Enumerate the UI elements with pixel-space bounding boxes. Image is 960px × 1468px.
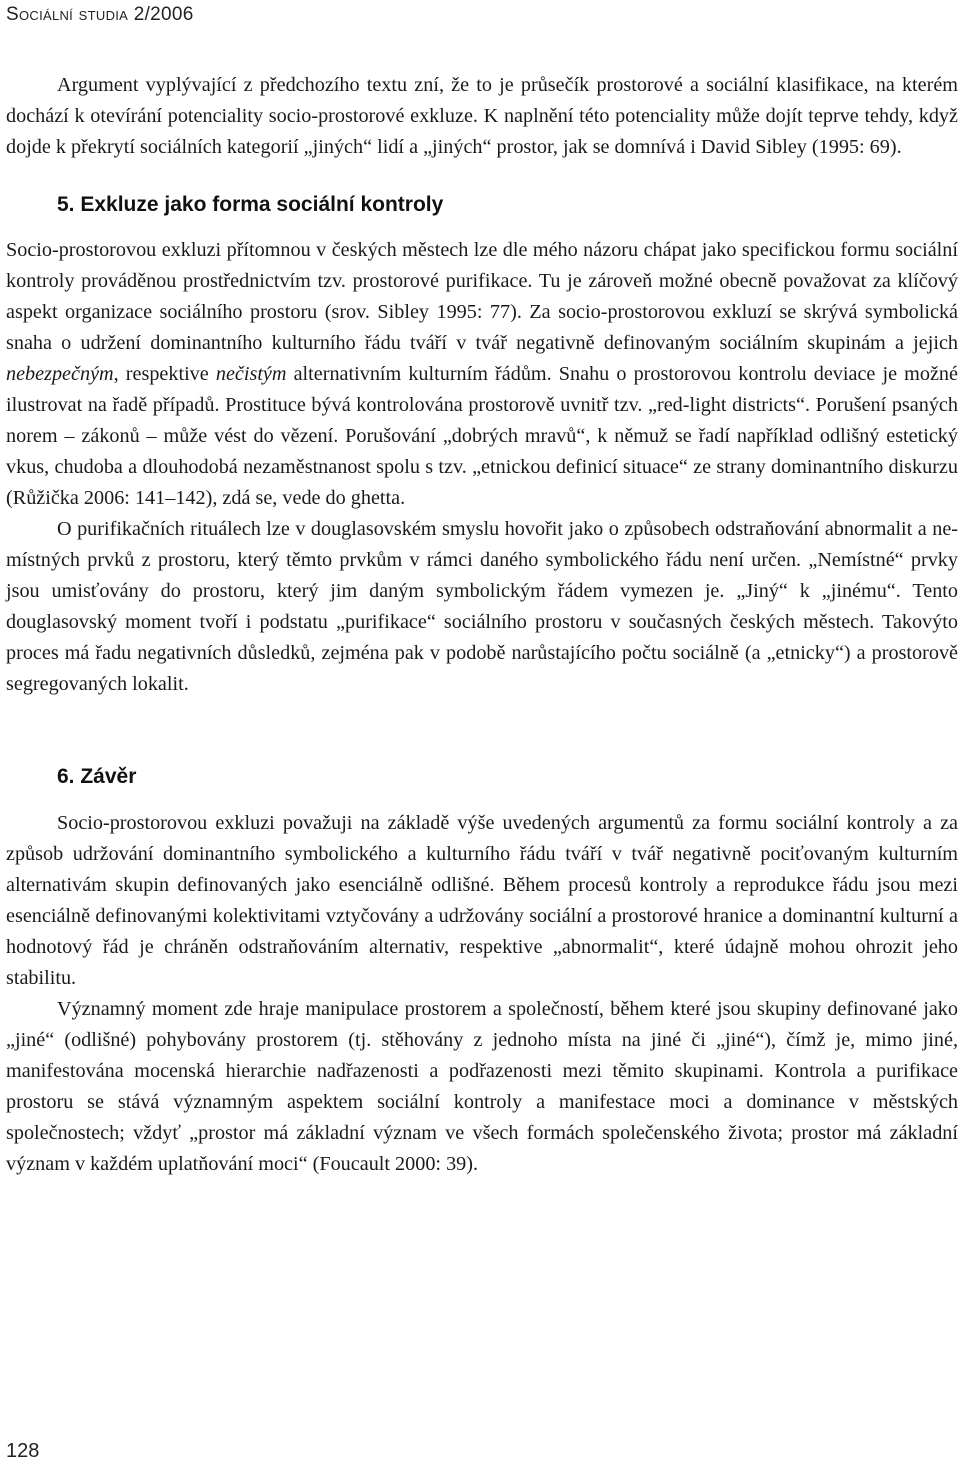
page-number: 128 (6, 1440, 40, 1462)
paragraph-zaver-1: Socio-prostorovou exkluzi považuji na základě výše uvedených argumentů za formu sociální kontroly a za způsob udržování dominantního symbolického a kulturního řádu tváří v tvář negativně pociťovaným kulturním alternativám skupin definovaných jako esenciálně odlišné. Během procesů kontroly a reprodukce řádu jsou mezi esenciálně definovanými kolektivitami vztyčovány a udržovány sociální a prostorové hranice a dominantní kulturní a hodnotový řád je chráněn odstraňováním alternativ, respektive „abnormalit“, které údajně mohou ohrozit jeho stabilitu. (6, 812, 958, 989)
paragraph-exkluze-2: O purifikačních rituálech lze v douglasovském smyslu hovořit jako o způsobech odstraňování abnormalit a ne-místných prvků z prostoru, který těmto prvkům v rámci daného symbolického řádu není určen. „Nemístné“ prvky jsou umisťovány do prostoru, který jim daným symbolickým řádem vymezen je. „Jiný“ k „jinému“. Tento douglasovský moment tvoří i podstatu „purifikace“ sociálního prostoru v současných českých městech. Takovýto proces má řadu negativních důsledků, zejména pak v podobě narůstajícího počtu sociálně (a „etnicky“) a prostorově segregovaných lokalit. (6, 518, 958, 695)
section-heading-zaver: 6. Závěr (57, 765, 137, 788)
text-run: alternativním kulturním řádům. Snahu o prostorovou kontrolu deviace je možné ilustrovat na řadě případů. Prostituce bývá kontrolována prostorově uvnitř tzv. „red-light districts“. Porušení psaných norem – zákonů – může vést do vězení. Porušování „dobrých mravů“, k němuž se řadí například odlišný estetický vkus, chudoba a dlouhodobá nezaměstnanost spolu s tzv. „etnickou definicí situace“ ze strany dominantního diskurzu (Růžička 2006: 141–142), zdá se, vede do ghetta. (6, 363, 958, 509)
journal-title: Sociální studia 2/2006 (6, 4, 194, 25)
article-body (6, 70, 958, 1180)
running-header (6, 4, 194, 26)
paragraph-intro: Argument vyplývající z předchozího textu zní, že to je průsečík prostorové a sociální klasifikace, na kterém dochází k otevírání potenciality socio-prostorové exkluze. K naplnění této potenciality může dojít teprve tehdy, když dojde k překrytí sociálních kategorií „jiných“ lidí a „jiných“ prostor, jak se domnívá i David Sibley (1995: 69). (6, 74, 958, 158)
section-heading-exkluze: 5. Exkluze jako forma sociální kontroly (57, 193, 444, 216)
paragraph-exkluze-1 (6, 235, 958, 514)
paragraph-zaver-2: Významný moment zde hraje manipulace prostorem a společností, během které jsou skupiny definované jako „jiné“ (odlišné) pohybovány prostorem (tj. stěhovány z jednoho místa na jiné či „jiné“), čímž je, mimo jiné, manifestována mocenská hierarchie nadřazenosti a podřazenosti mezi těmito skupinami. Kontrola a purifikace prostoru se stává významným aspektem sociální kontroly a manifestace moci a dominance v městských společnostech; vždyť „prostor má základní význam ve všech formách společenského života; prostor má základní význam v každém uplatňování moci“ (Foucault 2000: 39). (6, 998, 958, 1175)
text-run: , respektive (113, 363, 216, 385)
emphasis-necistym: nečistým (215, 363, 287, 385)
text-run: Socio-prostorovou exkluzi přítomnou v českých městech lze dle mého názoru chápat jako specifickou formu sociální kontroly prováděnou prostřednictvím tzv. prostorové purifikace. Tu je zároveň možné obecně považovat za klíčový aspekt organizace sociálního prostoru (srov. Sibley 1995: 77). Za socio-prostorovou exkluzí se skrývá symbolická snaha o udržení dominantního kulturního řádu tváří v tvář negativně definovaným sociálním skupinám a jejich (6, 239, 958, 354)
emphasis-nebezpecnym: nebezpečným (6, 363, 114, 385)
